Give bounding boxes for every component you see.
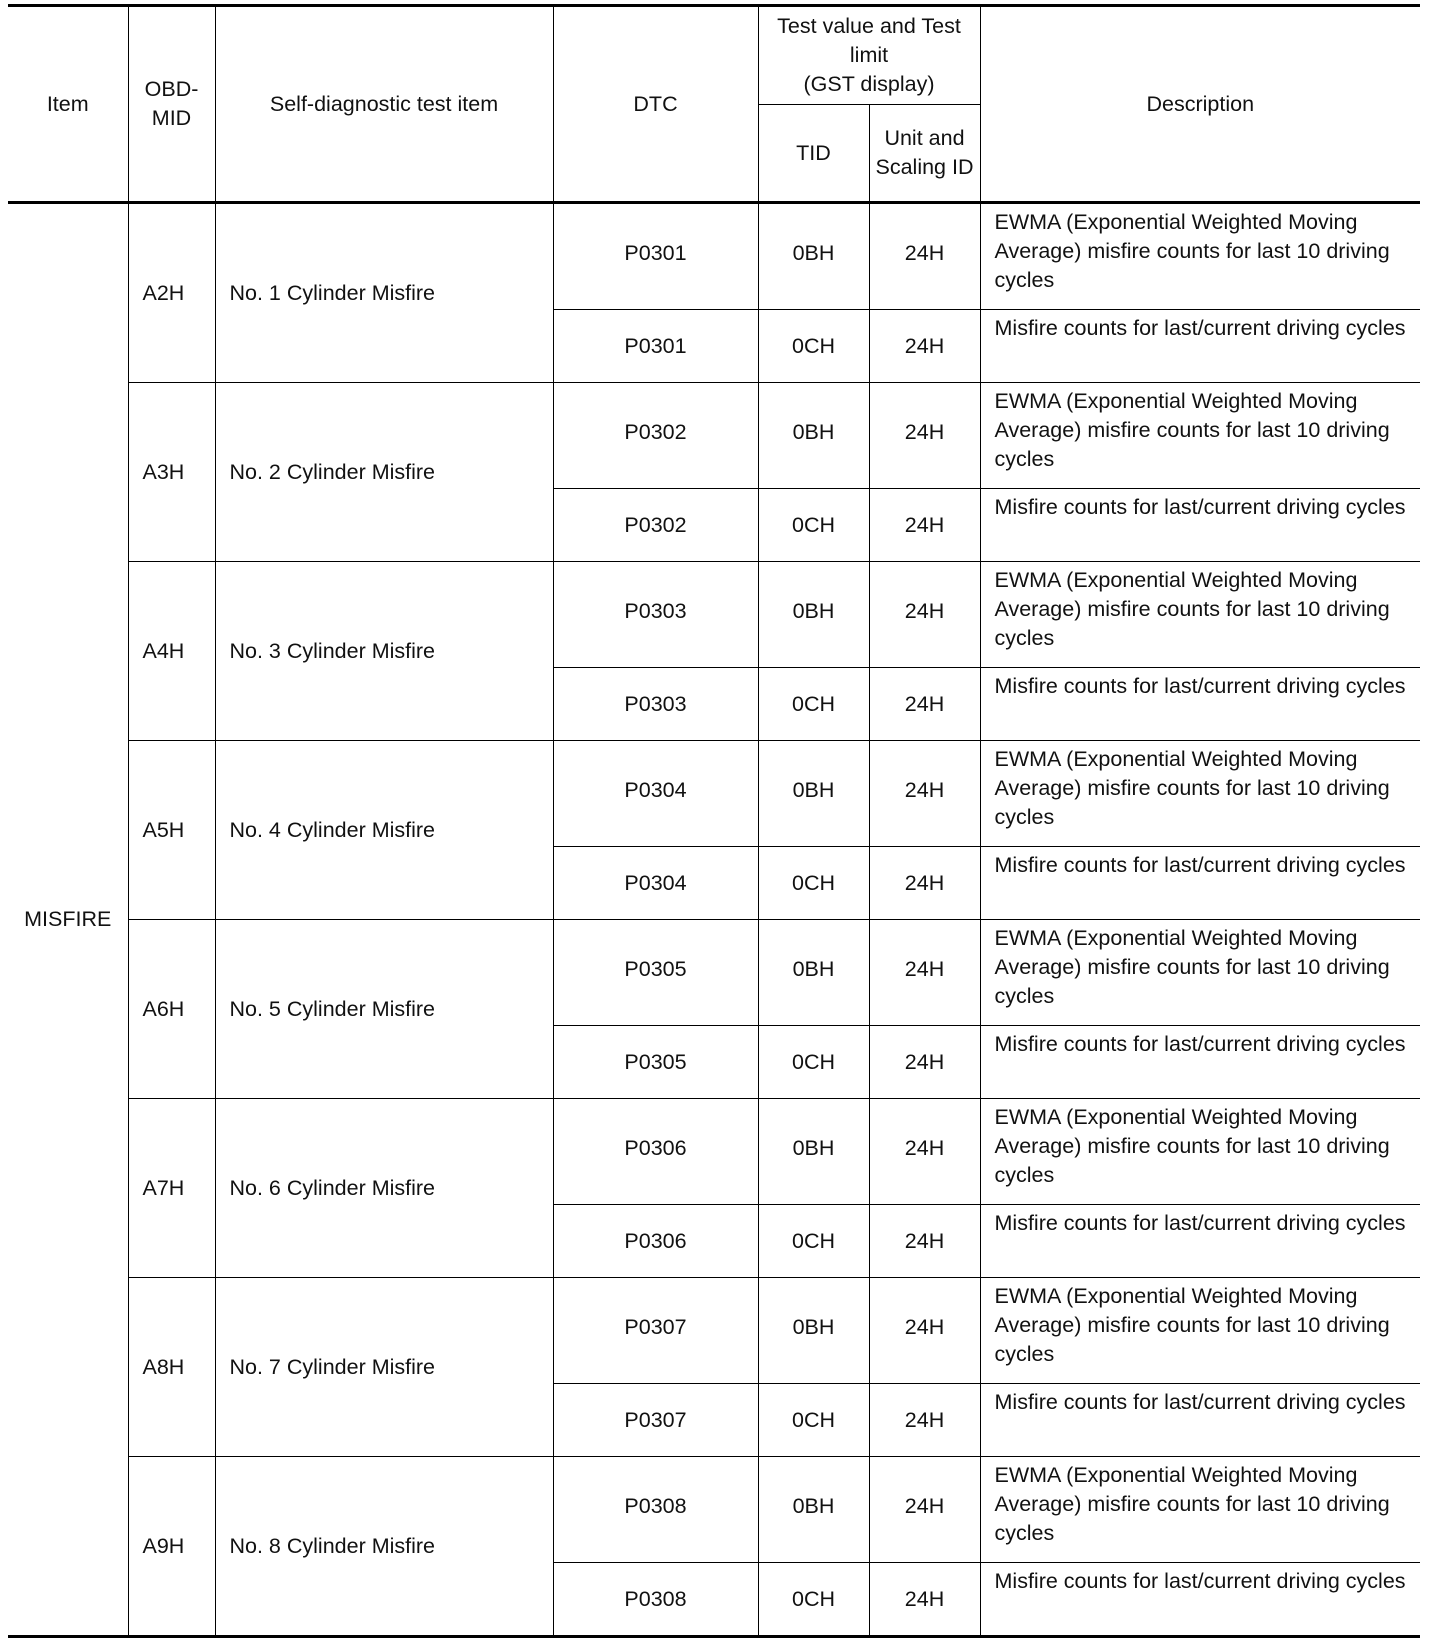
tid-cell: 0BH — [758, 1099, 869, 1205]
unit-scaling-cell: 24H — [869, 562, 980, 668]
header-dtc: DTC — [553, 6, 758, 203]
description-cell: EWMA (Exponential Weighted Moving Average) misfire counts for last 10 driving cycles — [980, 562, 1420, 668]
description-cell: Misfire counts for last/current driving cycles — [980, 1205, 1420, 1278]
dtc-cell: P0308 — [553, 1457, 758, 1563]
description-cell: EWMA (Exponential Weighted Moving Average) misfire counts for last 10 driving cycles — [980, 203, 1420, 310]
description-cell: EWMA (Exponential Weighted Moving Average) misfire counts for last 10 driving cycles — [980, 1457, 1420, 1563]
tid-cell: 0BH — [758, 383, 869, 489]
table-row — [8, 1457, 1420, 1563]
obd-mid-cell: A8H — [128, 1278, 215, 1457]
table-row — [8, 920, 1420, 1026]
table-row — [8, 741, 1420, 847]
unit-scaling-cell: 24H — [869, 1457, 980, 1563]
dtc-cell: P0301 — [553, 203, 758, 310]
unit-scaling-cell: 24H — [869, 741, 980, 847]
dtc-cell: P0306 — [553, 1205, 758, 1278]
tid-cell: 0BH — [758, 741, 869, 847]
test-item-cell: No. 5 Cylinder Misfire — [215, 920, 553, 1099]
obd-mid-cell: A3H — [128, 383, 215, 562]
tid-cell: 0CH — [758, 310, 869, 383]
header-tid: TID — [758, 105, 869, 203]
table-row — [8, 1278, 1420, 1384]
item-cell: MISFIRE — [8, 203, 128, 1637]
tid-cell: 0CH — [758, 1026, 869, 1099]
test-item-cell: No. 7 Cylinder Misfire — [215, 1278, 553, 1457]
description-cell: EWMA (Exponential Weighted Moving Average) misfire counts for last 10 driving cycles — [980, 741, 1420, 847]
unit-scaling-cell: 24H — [869, 1026, 980, 1099]
tid-cell: 0BH — [758, 562, 869, 668]
unit-scaling-cell: 24H — [869, 1205, 980, 1278]
unit-scaling-cell: 24H — [869, 1384, 980, 1457]
description-cell: Misfire counts for last/current driving cycles — [980, 1026, 1420, 1099]
header-description: Description — [980, 6, 1420, 203]
dtc-cell: P0305 — [553, 1026, 758, 1099]
unit-scaling-cell: 24H — [869, 920, 980, 1026]
unit-scaling-cell: 24H — [869, 847, 980, 920]
tid-cell: 0BH — [758, 1278, 869, 1384]
table-row — [8, 562, 1420, 668]
obd-mid-cell: A9H — [128, 1457, 215, 1637]
dtc-cell: P0307 — [553, 1278, 758, 1384]
dtc-cell: P0308 — [553, 1563, 758, 1637]
tid-cell: 0BH — [758, 203, 869, 310]
table-row — [8, 1099, 1420, 1205]
dtc-cell: P0302 — [553, 383, 758, 489]
obd-test-table — [8, 4, 1420, 1638]
test-item-cell: No. 3 Cylinder Misfire — [215, 562, 553, 741]
unit-scaling-cell: 24H — [869, 310, 980, 383]
tid-cell: 0CH — [758, 1205, 869, 1278]
table-header — [8, 6, 1420, 203]
dtc-cell: P0301 — [553, 310, 758, 383]
description-cell: EWMA (Exponential Weighted Moving Average) misfire counts for last 10 driving cycles — [980, 383, 1420, 489]
dtc-cell: P0304 — [553, 847, 758, 920]
document — [8, 4, 1420, 1638]
description-cell: EWMA (Exponential Weighted Moving Average) misfire counts for last 10 driving cycles — [980, 1278, 1420, 1384]
header-item: Item — [8, 6, 128, 203]
table-row — [8, 383, 1420, 489]
tid-cell: 0CH — [758, 847, 869, 920]
test-item-cell: No. 1 Cylinder Misfire — [215, 203, 553, 383]
test-item-cell: No. 6 Cylinder Misfire — [215, 1099, 553, 1278]
tid-cell: 0CH — [758, 1563, 869, 1637]
description-cell: Misfire counts for last/current driving cycles — [980, 1384, 1420, 1457]
tid-cell: 0BH — [758, 1457, 869, 1563]
description-cell: Misfire counts for last/current driving cycles — [980, 310, 1420, 383]
table-row — [8, 203, 1420, 310]
test-item-cell: No. 2 Cylinder Misfire — [215, 383, 553, 562]
dtc-cell: P0305 — [553, 920, 758, 1026]
description-cell: Misfire counts for last/current driving cycles — [980, 847, 1420, 920]
description-cell: Misfire counts for last/current driving cycles — [980, 668, 1420, 741]
description-cell: EWMA (Exponential Weighted Moving Average) misfire counts for last 10 driving cycles — [980, 1099, 1420, 1205]
tid-cell: 0CH — [758, 1384, 869, 1457]
unit-scaling-cell: 24H — [869, 1563, 980, 1637]
header-self-diagnostic-test-item: Self-diagnostic test item — [215, 6, 553, 203]
unit-scaling-cell: 24H — [869, 1278, 980, 1384]
test-item-cell: No. 8 Cylinder Misfire — [215, 1457, 553, 1637]
description-cell: Misfire counts for last/current driving cycles — [980, 489, 1420, 562]
unit-scaling-cell: 24H — [869, 203, 980, 310]
header-test-value-group-text: Test value and Test limit (GST display) — [777, 14, 961, 96]
dtc-cell: P0307 — [553, 1384, 758, 1457]
dtc-cell: P0303 — [553, 562, 758, 668]
dtc-cell: P0304 — [553, 741, 758, 847]
test-item-cell: No. 4 Cylinder Misfire — [215, 741, 553, 920]
unit-scaling-cell: 24H — [869, 489, 980, 562]
unit-scaling-cell: 24H — [869, 668, 980, 741]
dtc-cell: P0302 — [553, 489, 758, 562]
obd-mid-cell: A4H — [128, 562, 215, 741]
unit-scaling-cell: 24H — [869, 383, 980, 489]
tid-cell: 0CH — [758, 489, 869, 562]
tid-cell: 0BH — [758, 920, 869, 1026]
header-obd-mid — [128, 6, 215, 203]
tid-cell: 0CH — [758, 668, 869, 741]
description-cell: Misfire counts for last/current driving cycles — [980, 1563, 1420, 1637]
obd-mid-cell: A5H — [128, 741, 215, 920]
description-cell: EWMA (Exponential Weighted Moving Average) misfire counts for last 10 driving cycles — [980, 920, 1420, 1026]
obd-mid-cell: A6H — [128, 920, 215, 1099]
header-obd-mid-text: OBD- MID — [144, 77, 199, 130]
table-body — [8, 203, 1420, 1637]
unit-scaling-cell: 24H — [869, 1099, 980, 1205]
obd-mid-cell: A7H — [128, 1099, 215, 1278]
obd-mid-cell: A2H — [128, 203, 215, 383]
header-test-value-group — [758, 6, 980, 105]
header-unit-scaling-id: Unit and Scaling ID — [869, 105, 980, 203]
dtc-cell: P0306 — [553, 1099, 758, 1205]
dtc-cell: P0303 — [553, 668, 758, 741]
